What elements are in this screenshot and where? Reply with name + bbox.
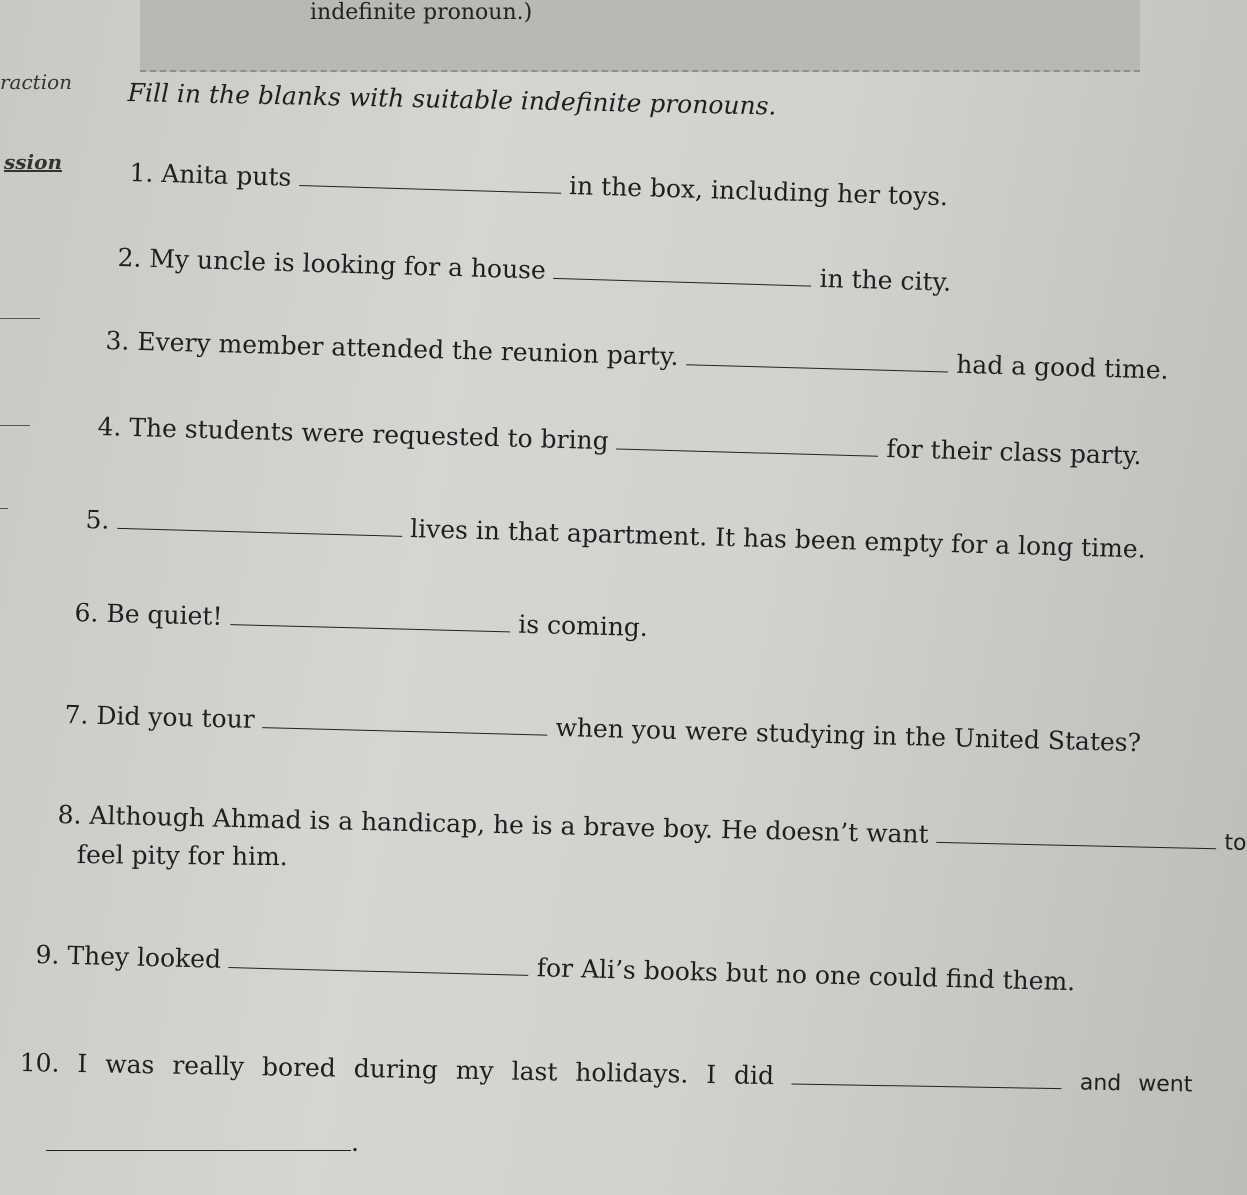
question-text: My uncle is looking for a house [148,243,547,285]
answer-blank[interactable] [229,966,529,976]
question-text: is coming. [517,609,649,643]
question-2 [117,243,952,297]
question-text: Be quiet! [106,598,223,631]
answer-blank[interactable] [46,1149,351,1151]
question-number: 4. [97,412,122,442]
page-header: indefinite pronoun.) [310,0,533,25]
margin-fragment-2: ssion [4,150,62,174]
answer-blank[interactable] [262,726,547,735]
question-text: in the box, including her toys. [568,171,949,212]
margin-divider [0,318,40,319]
question-number: 10. [19,1048,60,1078]
margin-divider [0,508,8,509]
question-text: Anita puts [160,158,292,192]
page-top-strip [140,0,1140,72]
question-3 [105,326,1169,385]
question-6 [74,598,648,642]
question-text: Every member attended the reunion party. [136,326,679,371]
question-text: Did you tour [96,700,256,734]
question-text: and went [1079,1070,1193,1098]
question-number: 3. [105,326,130,356]
question-number: 6. [74,598,99,628]
question-4 [97,412,1142,470]
question-5 [85,505,1146,564]
question-7 [64,700,1141,757]
question-text: They looked [67,940,222,974]
question-text: lives in that apartment. It has been empty for a long time. [409,514,1147,564]
answer-blank[interactable] [299,184,561,194]
question-text: to [1224,830,1247,856]
question-number: 8. [57,800,82,830]
margin-fragment: raction [0,70,73,94]
question-10 [19,1048,1192,1097]
question-text: in the city. [819,263,952,297]
instructions: Fill in the blanks with suitable indefinite pronouns. [127,78,777,121]
question-text: Although Ahmad is a handicap, he is a brave boy. He doesn’t want [89,800,929,849]
answer-blank[interactable] [792,1082,1062,1089]
question-8-continuation: feel pity for him. [76,840,288,872]
question-number: 2. [117,243,142,273]
question-text: when you were studying in the United States? [555,712,1142,758]
question-text: for Ali’s books but no one could find them. [536,953,1076,997]
question-number: 5. [85,505,110,535]
question-number: 7. [64,700,89,730]
answer-blank[interactable] [686,363,948,372]
question-10-continuation [46,1128,359,1157]
question-text: The students were requested to bring [128,412,610,456]
answer-blank[interactable] [554,277,812,287]
question-text: had a good time. [955,349,1169,385]
margin-divider [0,425,30,426]
answer-blank[interactable] [616,447,878,456]
question-text: for their class party. [886,434,1142,471]
question-text: I was really bored during my last holidays. I did [77,1049,775,1091]
question-number: 1. [129,158,154,188]
question-9 [35,940,1075,996]
question-number: 9. [35,940,60,970]
question-1 [129,158,948,211]
answer-blank[interactable] [117,527,402,537]
answer-blank[interactable] [230,623,510,632]
answer-blank[interactable] [936,841,1216,849]
question-text: . [351,1128,359,1157]
